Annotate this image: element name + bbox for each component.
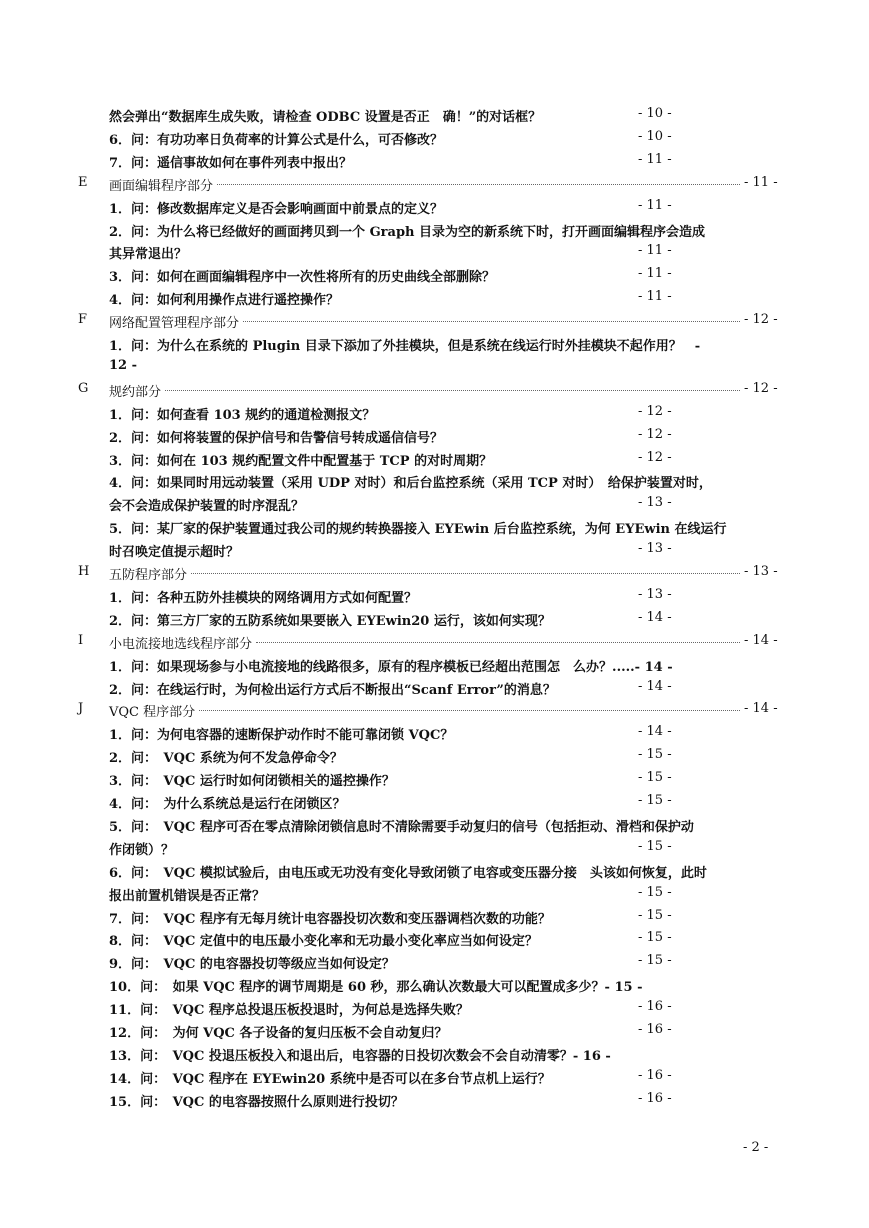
toc-entry[interactable] bbox=[0, 266, 869, 289]
toc-entry[interactable] bbox=[0, 839, 869, 862]
toc-page-number: - 11 - bbox=[638, 197, 672, 213]
toc-page-number: - 16 - bbox=[638, 1022, 672, 1037]
toc-dot-leader bbox=[165, 390, 740, 391]
toc-entry[interactable] bbox=[0, 358, 869, 381]
toc-page-number: - 11 - bbox=[638, 243, 672, 259]
toc-page-number: - 11 - bbox=[638, 289, 672, 305]
toc-page-number: - 15 - bbox=[638, 838, 672, 854]
toc-entry[interactable] bbox=[0, 404, 869, 427]
toc-entry-text: 1．问：为何电容器的速断保护动作时不能可靠闭锁 VQC？ bbox=[109, 728, 454, 744]
toc-entry[interactable] bbox=[0, 770, 869, 793]
toc-page-number: - 16 - bbox=[638, 1090, 672, 1106]
toc-entry-text: 会不会造成保护装置的时序混乱？ bbox=[109, 499, 305, 515]
toc-page-number: - 12 - bbox=[638, 426, 672, 442]
toc-section-code: F bbox=[78, 312, 88, 328]
toc-entry[interactable] bbox=[0, 679, 869, 702]
toc-entry[interactable] bbox=[0, 1022, 869, 1045]
toc-page-number: - 14 - bbox=[744, 632, 778, 648]
toc-entry-text: 1．问：修改数据库定义是否会影响画面中前景点的定义？ bbox=[109, 201, 444, 217]
toc-page-number: - 16 - bbox=[638, 999, 672, 1015]
toc-entry[interactable] bbox=[0, 1045, 869, 1068]
toc-page-number: - 15 - bbox=[638, 747, 672, 763]
toc-entry-text: 规约部分 bbox=[109, 384, 162, 400]
toc-entry-text: 1．问：如果现场参与小电流接地的线路很多，原有的程序模板已经超出范围怎 么办？.....- 14 - bbox=[109, 659, 673, 675]
toc-section[interactable] bbox=[0, 175, 869, 198]
toc-entry[interactable] bbox=[0, 541, 869, 564]
toc-entry[interactable] bbox=[0, 816, 869, 839]
toc-dot-leader bbox=[217, 184, 740, 185]
toc-entry[interactable] bbox=[0, 908, 869, 931]
toc-entry-text: 画面编辑程序部分 bbox=[109, 178, 214, 194]
toc-page-number: - 13 - bbox=[638, 586, 672, 602]
toc-entry-text: 2．问：第三方厂家的五防系统如果要嵌入 EYEwin20 运行，该如何实现？ bbox=[109, 613, 551, 629]
toc-page-number: - 15 - bbox=[638, 770, 672, 786]
toc-entry-text: 报出前置机错误是否正常？ bbox=[109, 888, 266, 904]
toc-entry-text: 2．问： VQC 系统为何不发急停命令？ bbox=[109, 751, 343, 767]
toc-entry[interactable] bbox=[0, 999, 869, 1022]
toc-entry[interactable] bbox=[0, 1091, 869, 1114]
toc-page-number: - 14 - bbox=[744, 701, 778, 717]
toc-section-code: G bbox=[78, 380, 89, 396]
toc-entry-text: 其异常退出？ bbox=[109, 247, 188, 263]
toc-entry[interactable] bbox=[0, 793, 869, 816]
toc-entry-text: 14．问： VQC 程序在 EYEwin20 系统中是否可以在多台节点机上运行？ bbox=[109, 1071, 551, 1087]
toc-page-number: - 16 - bbox=[638, 1067, 672, 1083]
toc-page-number: - 15 - bbox=[638, 907, 672, 923]
toc-section-code: H bbox=[78, 564, 90, 579]
toc-entry[interactable] bbox=[0, 106, 869, 129]
toc-entry[interactable] bbox=[0, 518, 869, 541]
toc-entry-text: 5．问：某厂家的保护装置通过我公司的规约转换器接入 EYEwin 后台监控系统，为何 EYEwin 在线运行 bbox=[109, 522, 727, 538]
toc-entry-text: 小电流接地选线程序部分 bbox=[109, 636, 253, 652]
toc-entry[interactable] bbox=[0, 198, 869, 221]
toc-entry-text: 8．问： VQC 定值中的电压最小变化率和无功最小变化率应当如何设定？ bbox=[109, 934, 538, 950]
toc-entry-text: 7．问： VQC 程序有无每月统计电容器投切次数和变压器调档次数的功能？ bbox=[109, 911, 551, 927]
toc-section[interactable] bbox=[0, 564, 869, 587]
toc-entry[interactable] bbox=[0, 930, 869, 953]
toc-entry[interactable] bbox=[0, 450, 869, 473]
toc-entry[interactable] bbox=[0, 243, 869, 266]
toc-entry[interactable] bbox=[0, 976, 869, 999]
toc-entry-text: 13．问： VQC 投退压板投入和退出后，电容器的日投切次数会不会自动清零？- 16 - bbox=[109, 1048, 611, 1064]
toc-page-number: - 10 - bbox=[638, 106, 672, 121]
toc-entry[interactable] bbox=[0, 656, 869, 679]
toc-entry[interactable] bbox=[0, 610, 869, 633]
toc-page-number: - 14 - bbox=[638, 678, 672, 694]
toc-dot-leader bbox=[256, 642, 740, 643]
toc-page-number: - 14 - bbox=[638, 724, 672, 740]
toc-entry[interactable] bbox=[0, 289, 869, 312]
toc-page-number: - 12 - bbox=[744, 312, 778, 328]
toc-entry-text: 网络配置管理程序部分 bbox=[109, 316, 240, 332]
toc-entry-text: 作闭锁）？ bbox=[109, 842, 175, 858]
toc-page-number: - 11 - bbox=[744, 174, 778, 190]
toc-entry[interactable] bbox=[0, 587, 869, 610]
toc-entry[interactable] bbox=[0, 472, 869, 495]
toc-entry[interactable] bbox=[0, 1068, 869, 1091]
toc-entry-text: 6．问： VQC 模拟试验后，由电压或无功没有变化导致闭锁了电容或变压器分接 头该如何恢复，此时 bbox=[109, 865, 707, 881]
toc-page-number: - 14 - bbox=[638, 609, 672, 625]
toc-page-number: - 13 - bbox=[638, 541, 672, 557]
toc-entry-text: 2．问：在线运行时，为何检出运行方式后不断报出“Scanf Error”的消息？ bbox=[109, 682, 556, 698]
toc-section-code: E bbox=[78, 174, 88, 190]
toc-entry[interactable] bbox=[0, 953, 869, 976]
toc-entry-text: 1．问：各种五防外挂模块的网络调用方式如何配置？ bbox=[109, 590, 418, 606]
toc-dot-leader bbox=[199, 710, 740, 711]
toc-entry-text: 12 - bbox=[109, 357, 138, 373]
toc-entry[interactable] bbox=[0, 129, 869, 152]
toc-entry[interactable] bbox=[0, 747, 869, 770]
toc-page-number: - 13 - bbox=[638, 495, 672, 511]
toc-entry-text: 3．问：如何在画面编辑程序中一次性将所有的历史曲线全部删除？ bbox=[109, 270, 496, 286]
toc-entry-text: 五防程序部分 bbox=[109, 568, 188, 583]
toc-page-number: - 15 - bbox=[638, 953, 672, 969]
toc-page-number: - 15 - bbox=[638, 930, 672, 946]
toc-dot-leader bbox=[243, 321, 740, 322]
toc-entry-text: VQC 程序部分 bbox=[109, 705, 196, 721]
toc-page-number: - 10 - bbox=[638, 128, 672, 144]
toc-entry-text: 6．问：有功功率日负荷率的计算公式是什么，可否修改？ bbox=[109, 132, 444, 148]
page-number: - 2 - bbox=[743, 1140, 769, 1155]
toc-entry[interactable] bbox=[0, 427, 869, 450]
toc-section[interactable] bbox=[0, 701, 869, 724]
toc-entry[interactable] bbox=[0, 335, 869, 358]
toc-page-number: - 12 - bbox=[638, 403, 672, 419]
toc-page-number: - 11 - bbox=[638, 266, 672, 282]
toc-entry[interactable] bbox=[0, 885, 869, 908]
toc-dot-leader bbox=[191, 573, 740, 574]
toc-entry[interactable] bbox=[0, 221, 869, 244]
toc-entry-text: 2．问：为什么将已经做好的画面拷贝到一个 Graph 目录为空的新系统下时，打开画面编辑程序会造成 bbox=[109, 224, 706, 240]
toc-page-number: - 15 - bbox=[638, 884, 672, 900]
toc-entry-text: 2．问：如何将装置的保护信号和告警信号转成遥信信号？ bbox=[109, 430, 444, 446]
toc-section-code: I bbox=[78, 632, 84, 648]
toc-entry-text: 4．问：如果同时用远动装置（采用 UDP 对时）和后台监控系统（采用 TCP 对时） 给保护装置对时， bbox=[109, 476, 712, 492]
toc-page-number: - 12 - bbox=[638, 449, 672, 465]
toc-entry[interactable] bbox=[0, 862, 869, 885]
toc-entry-text: 10．问： 如果 VQC 程序的调节周期是 60 秒，那么确认次数最大可以配置成多少？- 15 - bbox=[109, 980, 643, 996]
toc-section[interactable] bbox=[0, 633, 869, 656]
toc-page-number: - 13 - bbox=[744, 564, 778, 579]
toc-entry[interactable] bbox=[0, 495, 869, 518]
toc-entry-text: 15．问： VQC 的电容器按照什么原则进行投切？ bbox=[109, 1094, 404, 1110]
toc-entry-text: 1．问：如何查看 103 规约的通道检测报文？ bbox=[109, 407, 376, 423]
toc-entry[interactable] bbox=[0, 724, 869, 747]
toc-entry-text: 时召唤定值提示超时？ bbox=[109, 545, 240, 561]
toc-entry-text: 然会弹出“数据库生成失败，请检查 ODBC 设置是否正 确！”的对话框？ bbox=[109, 110, 542, 125]
toc-entry-text: 7．问：遥信事故如何在事件列表中报出？ bbox=[109, 155, 353, 171]
toc-entry-text: 3．问： VQC 运行时如何闭锁相关的遥控操作？ bbox=[109, 774, 395, 790]
toc-entry-text: 4．问：如何利用操作点进行遥控操作？ bbox=[109, 293, 340, 309]
toc-entry-text: 3．问：如何在 103 规约配置文件中配置基于 TCP 的对时周期？ bbox=[109, 453, 493, 469]
toc-entry-text: 9．问： VQC 的电容器投切等级应当如何设定？ bbox=[109, 957, 395, 973]
toc-entry-text: 12．问： 为何 VQC 各子设备的复归压板不会自动复归？ bbox=[109, 1026, 448, 1041]
toc-entry-text: 11．问： VQC 程序总投退压板投退时，为何总是选择失败？ bbox=[109, 1003, 469, 1019]
toc-page-number: - 11 - bbox=[638, 151, 672, 167]
toc-page-number: - 12 - bbox=[744, 380, 778, 396]
toc-entry[interactable] bbox=[0, 152, 869, 175]
toc-section[interactable] bbox=[0, 312, 869, 335]
toc-entry-text: 1．问：为什么在系统的 Plugin 目录下添加了外挂模块，但是系统在线运行时外挂模块不起作用？ - bbox=[109, 339, 701, 354]
toc-entry-text: 5．问： VQC 程序可否在零点清除闭锁信息时不清除需要手动复归的信号（包括拒动、滑档和保护动 bbox=[109, 819, 694, 835]
toc-section-code: J bbox=[78, 701, 84, 717]
toc-page-number: - 15 - bbox=[638, 793, 672, 808]
toc-section[interactable] bbox=[0, 381, 869, 404]
toc-entry-text: 4．问： 为什么系统总是运行在闭锁区？ bbox=[109, 797, 346, 812]
